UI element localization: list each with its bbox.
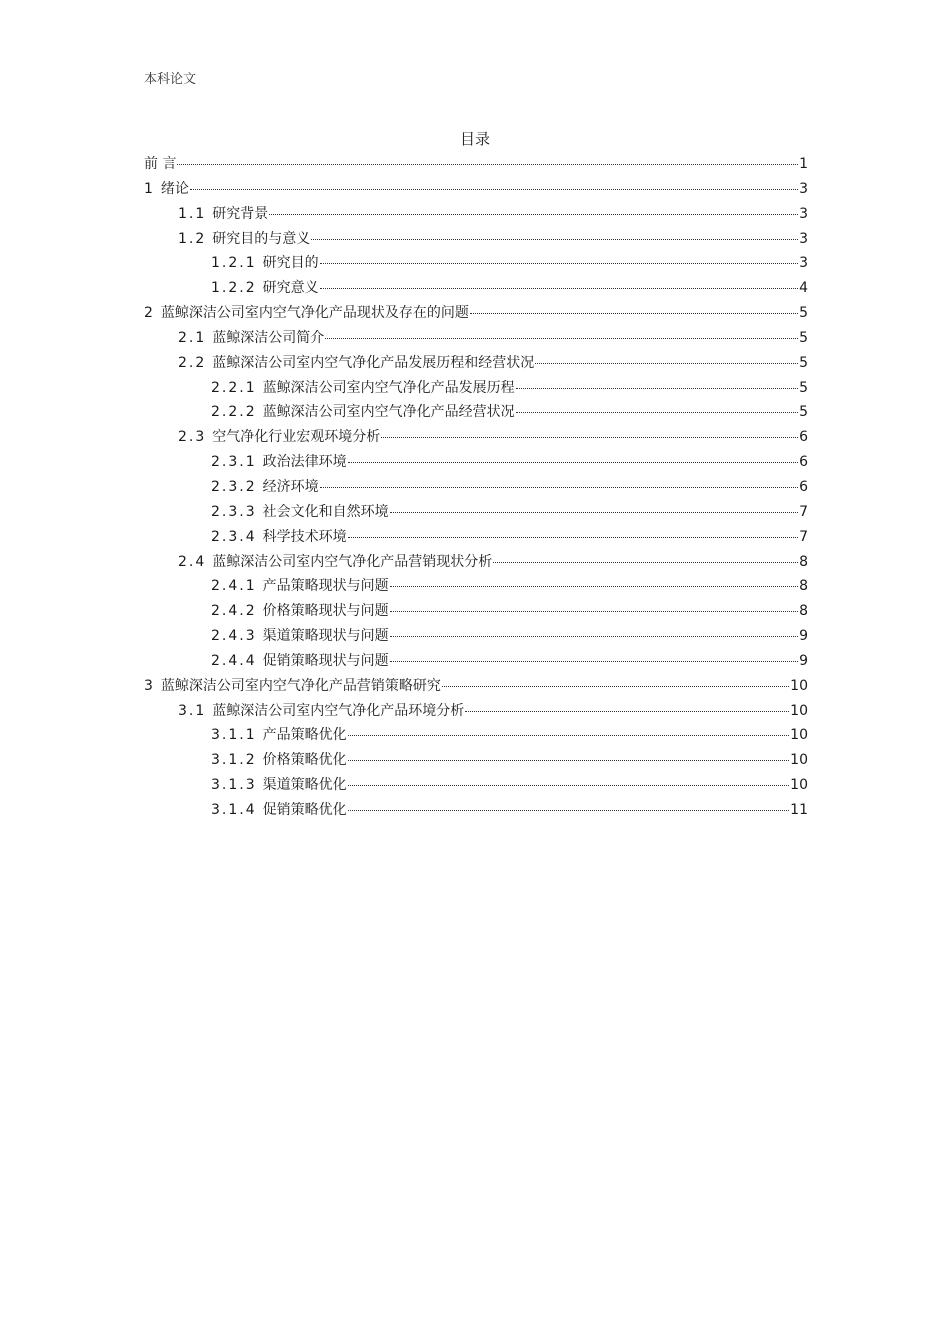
toc-entry-number: 2.4.1 [211,578,257,595]
toc-entry-page: 1 [799,156,808,172]
toc-entry-text: 蓝鲸深洁公司室内空气净化产品发展历程和经营状况 [212,354,535,371]
toc-entry-number: 2.4 [178,553,207,570]
toc-entry-label [178,425,380,450]
toc-entry-label [211,649,389,674]
toc-entry[interactable] [144,649,808,674]
toc-entry[interactable] [144,276,808,301]
toc-entry-label [144,152,176,177]
toc-entry-number: 2.3.3 [211,503,257,520]
toc-entry-page: 4 [799,280,808,297]
toc-entry-number: 1.2.1 [211,255,257,272]
toc-entry-page: 8 [799,553,808,570]
toc-leader-dots [390,610,798,612]
toc-leader-dots [381,436,798,438]
toc-leader-dots [320,486,798,488]
toc-entry[interactable] [144,674,808,699]
toc-entry[interactable] [144,475,808,500]
toc-entry-text: 渠道策略优化 [262,777,347,794]
toc-entry[interactable] [144,773,808,798]
toc-entry-number: 1.2.2 [211,280,257,297]
toc-entry[interactable] [144,351,808,376]
toc-leader-dots [470,312,798,314]
toc-entry[interactable] [144,550,808,575]
toc-entry-page: 10 [790,727,808,744]
toc-entry-number: 2.2.2 [211,404,257,421]
toc-entry-text: 研究意义 [262,280,319,297]
toc-entry-number: 3.1 [178,702,207,719]
toc-entry-text: 蓝鲸深洁公司简介 [212,329,325,346]
toc-entry-text: 科学技术环境 [262,528,347,545]
toc-entry-label [178,326,324,351]
toc-entry-label [211,475,319,500]
toc-entry-number: 1.2 [178,230,207,247]
toc-entry-number: 2 [144,305,155,322]
toc-entry-page: 6 [799,454,808,471]
toc-entry-label [144,301,469,326]
toc-entry-label [211,798,347,823]
toc-entry-text: 社会文化和自然环境 [262,503,389,520]
toc-entry-number: 2.2 [178,354,207,371]
toc-entry-text: 蓝鲸深洁公司室内空气净化产品环境分析 [212,702,465,719]
toc-entry-page: 5 [799,329,808,346]
toc-entry-label [211,276,319,301]
toc-entry-page: 5 [799,404,808,421]
toc-entry[interactable] [144,202,808,227]
toc-entry-text: 蓝鲸深洁公司室内空气净化产品营销策略研究 [160,677,441,694]
toc-entry-label [211,599,389,624]
toc-entry-label [178,202,268,227]
toc-leader-dots [348,809,790,811]
toc-leader-dots [535,362,798,364]
toc-entry-page: 6 [799,478,808,495]
toc-leader-dots [269,213,798,215]
toc-entry-label [211,400,515,425]
toc-entry-number: 3.1.1 [211,727,257,744]
toc-entry-text: 研究背景 [212,205,269,222]
toc-entry-page: 10 [790,677,808,694]
toc-entry-label [178,227,310,252]
toc-entry-number: 2.3.2 [211,478,257,495]
toc-entry-number: 2.3.4 [211,528,257,545]
toc-entry-page: 7 [799,528,808,545]
toc-entry-text: 政治法律环境 [262,454,347,471]
toc-leader-dots [325,337,798,339]
toc-entry-page: 11 [790,801,808,818]
toc-entry-text: 绪论 [160,180,189,197]
toc-entry-text: 研究目的与意义 [212,230,311,247]
toc-entry-text: 产品策略优化 [262,727,347,744]
toc-leader-dots [190,188,798,190]
toc-entry[interactable] [144,425,808,450]
toc-entry-label [211,574,389,599]
toc-entry[interactable] [144,699,808,724]
toc-entry[interactable] [144,152,808,177]
toc-leader-dots [390,585,798,587]
toc-entry-number: 2.4.4 [211,652,257,669]
toc-entry[interactable] [144,525,808,550]
toc-entry-page: 7 [799,503,808,520]
toc-entry-page: 5 [799,305,808,322]
toc-entry-number: 3.1.3 [211,777,257,794]
toc-leader-dots [390,511,798,513]
toc-entry-label [178,351,534,376]
toc-entry[interactable] [144,301,808,326]
toc-leader-dots [348,461,798,463]
toc-leader-dots [320,262,798,264]
toc-entry-label [211,251,319,276]
toc-entry-page: 9 [799,628,808,645]
toc-title: 目录 [459,130,490,148]
page-header: 本科论文 [144,72,197,87]
toc-entry-page: 10 [790,752,808,769]
toc-leader-dots [390,635,798,637]
toc-leader-dots [465,710,789,712]
toc-entry-label [178,550,492,575]
toc-entry[interactable] [144,748,808,773]
table-of-contents [144,152,808,823]
toc-entry[interactable] [144,798,808,823]
toc-entry-text: 蓝鲸深洁公司室内空气净化产品营销现状分析 [212,553,493,570]
toc-leader-dots [348,536,798,538]
toc-entry-label [211,376,515,401]
toc-entry[interactable] [144,500,808,525]
toc-entry-number: 2.3.1 [211,454,257,471]
toc-entry-number: 3.1.4 [211,801,257,818]
toc-entry-text: 蓝鲸深洁公司室内空气净化产品经营状况 [262,404,515,421]
toc-entry-label [211,525,347,550]
toc-leader-dots [516,411,798,413]
toc-entry-page: 5 [799,354,808,371]
toc-entry[interactable] [144,227,808,252]
toc-entry-page: 8 [799,578,808,595]
toc-entry-label [211,748,347,773]
toc-entry-number: 2.1 [178,329,207,346]
toc-entry-text: 价格策略现状与问题 [262,603,389,620]
toc-entry-number: 1.1 [178,205,207,222]
toc-leader-dots [442,685,789,687]
toc-entry-text: 前 言 [144,156,177,172]
toc-entry[interactable] [144,624,808,649]
toc-entry-page: 8 [799,603,808,620]
toc-entry-text: 渠道策略现状与问题 [262,628,389,645]
toc-leader-dots [516,387,798,389]
toc-entry-number: 3 [144,677,155,694]
toc-entry-text: 研究目的 [262,255,319,272]
toc-entry[interactable] [144,326,808,351]
toc-entry-page: 5 [799,379,808,396]
toc-entry-text: 促销策略现状与问题 [262,652,389,669]
toc-entry[interactable] [144,723,808,748]
toc-entry-page: 10 [790,702,808,719]
toc-entry-text: 促销策略优化 [262,801,347,818]
toc-entry[interactable] [144,177,808,202]
toc-entry-text: 蓝鲸深洁公司室内空气净化产品现状及存在的问题 [160,305,469,322]
toc-entry-text: 蓝鲸深洁公司室内空气净化产品发展历程 [262,379,515,396]
toc-entry-page: 3 [799,230,808,247]
toc-entry[interactable] [144,251,808,276]
toc-entry-label [144,674,441,699]
toc-leader-dots [311,238,798,240]
toc-entry[interactable] [144,450,808,475]
toc-leader-dots [177,163,798,165]
toc-leader-dots [348,759,790,761]
toc-entry-text: 空气净化行业宏观环境分析 [212,429,381,446]
toc-entry-number: 2.4.3 [211,628,257,645]
toc-entry-number: 3.1.2 [211,752,257,769]
toc-entry-label [144,177,189,202]
toc-entry-page: 3 [799,255,808,272]
toc-entry-label [211,723,347,748]
toc-entry-page: 3 [799,180,808,197]
toc-leader-dots [390,660,798,662]
toc-leader-dots [493,561,798,563]
toc-entry-label [178,699,464,724]
toc-entry[interactable] [144,400,808,425]
toc-entry[interactable] [144,376,808,401]
toc-entry-text: 经济环境 [262,478,319,495]
toc-entry-page: 9 [799,652,808,669]
toc-leader-dots [320,287,798,289]
toc-leader-dots [348,734,790,736]
toc-entry-text: 产品策略现状与问题 [262,578,389,595]
toc-entry-number: 2.4.2 [211,603,257,620]
toc-entry-number: 2.2.1 [211,379,257,396]
toc-entry[interactable] [144,574,808,599]
toc-entry-label [211,500,389,525]
toc-entry[interactable] [144,599,808,624]
toc-entry-number: 2.3 [178,429,207,446]
toc-entry-page: 6 [799,429,808,446]
toc-leader-dots [348,784,790,786]
toc-entry-page: 10 [790,777,808,794]
toc-entry-label [211,450,347,475]
toc-entry-label [211,624,389,649]
toc-entry-text: 价格策略优化 [262,752,347,769]
toc-entry-label [211,773,347,798]
toc-entry-number: 1 [144,180,155,197]
toc-entry-page: 3 [799,205,808,222]
